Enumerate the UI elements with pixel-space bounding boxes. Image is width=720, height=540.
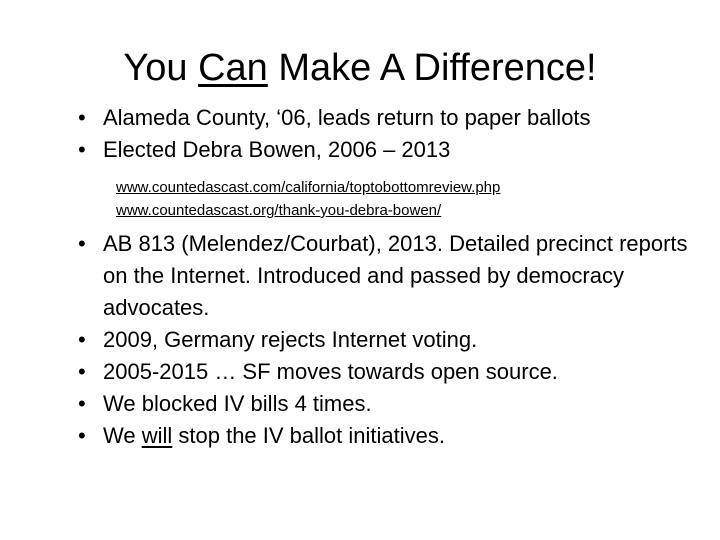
slide-title bbox=[0, 42, 720, 94]
title-text-start: You bbox=[123, 47, 199, 89]
title-underlined-word: Can bbox=[198, 47, 268, 89]
link-toptobottomreview[interactable]: www.countedascast.com/california/toptobottomreview.php bbox=[116, 179, 501, 196]
bullet-iv-bills: • We blocked IV bills 4 times. bbox=[78, 388, 698, 420]
bullet-debra-bowen: • Elected Debra Bowen, 2006 – 2013 bbox=[78, 134, 698, 166]
bullet-ab-813: • AB 813 (Melendez/Courbat), 2013. Detailed precinct reports on the Internet. Introduced and passed by democracy advocates. bbox=[78, 228, 698, 324]
bullet-stop-iv-initiatives bbox=[78, 420, 698, 452]
bullet-germany: • 2009, Germany rejects Internet voting. bbox=[78, 324, 698, 356]
bullet-alameda: • Alameda County, ‘06, leads return to paper ballots bbox=[78, 102, 698, 134]
last-bullet-start: We bbox=[103, 423, 142, 448]
reference-links bbox=[78, 176, 698, 222]
last-bullet-underlined-word: will bbox=[141, 423, 173, 448]
bullet-sf-open-source: • 2005-2015 … SF moves towards open source. bbox=[78, 356, 698, 388]
bullet-list bbox=[78, 102, 698, 452]
last-bullet-end: stop the IV ballot initiatives. bbox=[172, 423, 445, 448]
link-thank-you-debra-bowen[interactable]: www.countedascast.org/thank-you-debra-bowen/ bbox=[116, 202, 442, 219]
title-text-end: Make A Difference! bbox=[267, 47, 597, 89]
